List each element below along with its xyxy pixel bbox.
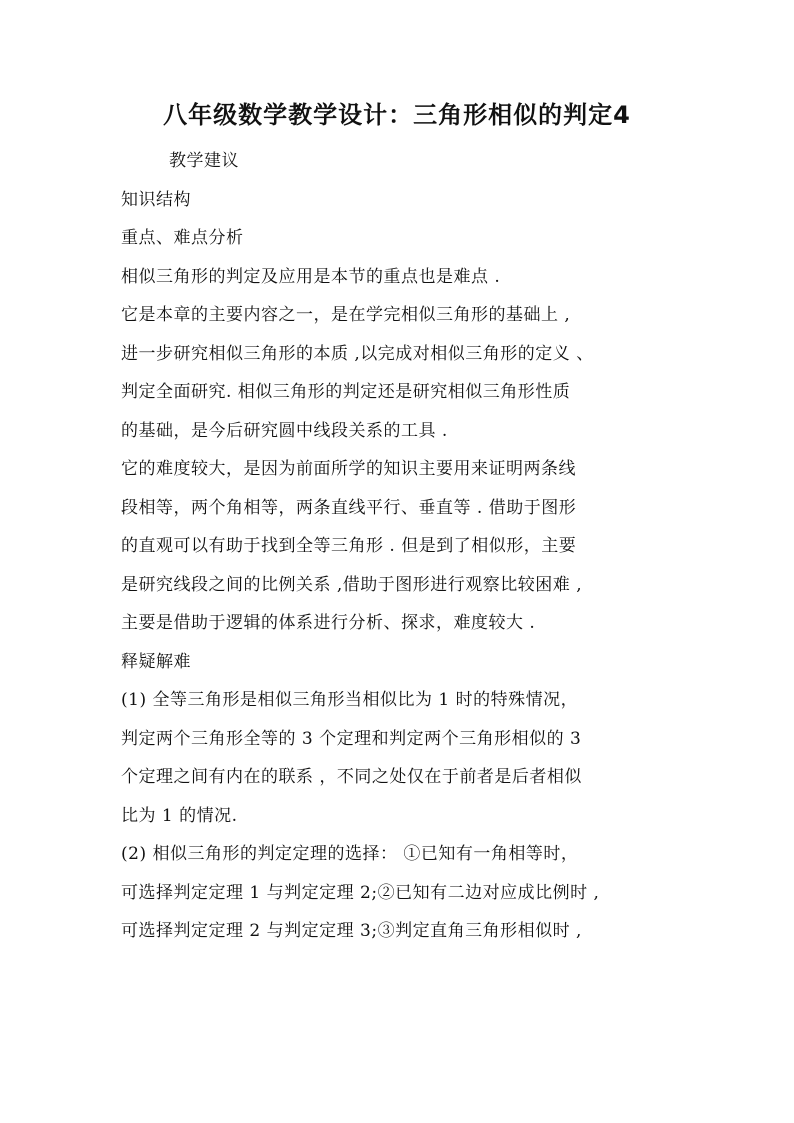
paragraph-line: 可选择判定定理 1 与判定定理 2;②已知有二边对应成比例时 ,: [121, 882, 600, 903]
paragraph-line: (1) 全等三角形是相似三角形当相似比为 1 时的特殊情况，: [121, 690, 579, 710]
section-heading-clarification: 释疑解难: [121, 651, 191, 672]
paragraph-line: 进一步研究相似三角形的本质 ,以完成对相似三角形的定义 、: [121, 343, 594, 364]
paragraph-line: 相似三角形的判定及应用是本节的重点也是难点 .: [121, 266, 501, 287]
paragraph-line: 比为 1 的情况.: [121, 805, 238, 826]
paragraph-line: 判定全面研究. 相似三角形的判定还是研究相似三角形性质: [121, 382, 571, 402]
paragraph-line: 的直观可以有助于找到全等三角形 . 但是到了相似形，主要: [121, 536, 577, 556]
paragraph-line: 段相等，两个角相等，两条直线平行、垂直等 . 借助于图形: [121, 497, 577, 518]
paragraph-line: 个定理之间有内在的联系 ，不同之处仅在于前者是后者相似: [121, 767, 582, 787]
document-title: 八年级数学教学设计：三角形相似的判定4: [163, 101, 631, 129]
paragraph-line: 主要是借助于逻辑的体系进行分析、探求，难度较大 .: [121, 613, 536, 633]
subtitle-teaching-suggestions: 教学建议: [169, 151, 239, 171]
section-heading-key-points: 重点、难点分析: [121, 228, 244, 248]
paragraph-line: 判定两个三角形全等的 3 个定理和判定两个三角形相似的 3: [121, 728, 582, 749]
paragraph-line: 的基础，是今后研究圆中线段关系的工具 .: [121, 420, 448, 441]
paragraph-line: 是研究线段之间的比例关系 ,借助于图形进行观察比较困难 ,: [121, 574, 583, 595]
paragraph-line: 可选择判定定理 2 与判定定理 3;③判定直角三角形相似时 ,: [121, 921, 582, 941]
section-heading-knowledge-structure: 知识结构: [121, 189, 191, 210]
paragraph-line: 它是本章的主要内容之一，是在学完相似三角形的基础上 ,: [121, 305, 571, 325]
document-body: [121, 142, 691, 951]
paragraph-line: (2) 相似三角形的判定定理的选择： ①已知有一角相等时，: [121, 844, 579, 864]
paragraph-line: 它的难度较大，是因为前面所学的知识主要用来证明两条线: [121, 459, 576, 479]
